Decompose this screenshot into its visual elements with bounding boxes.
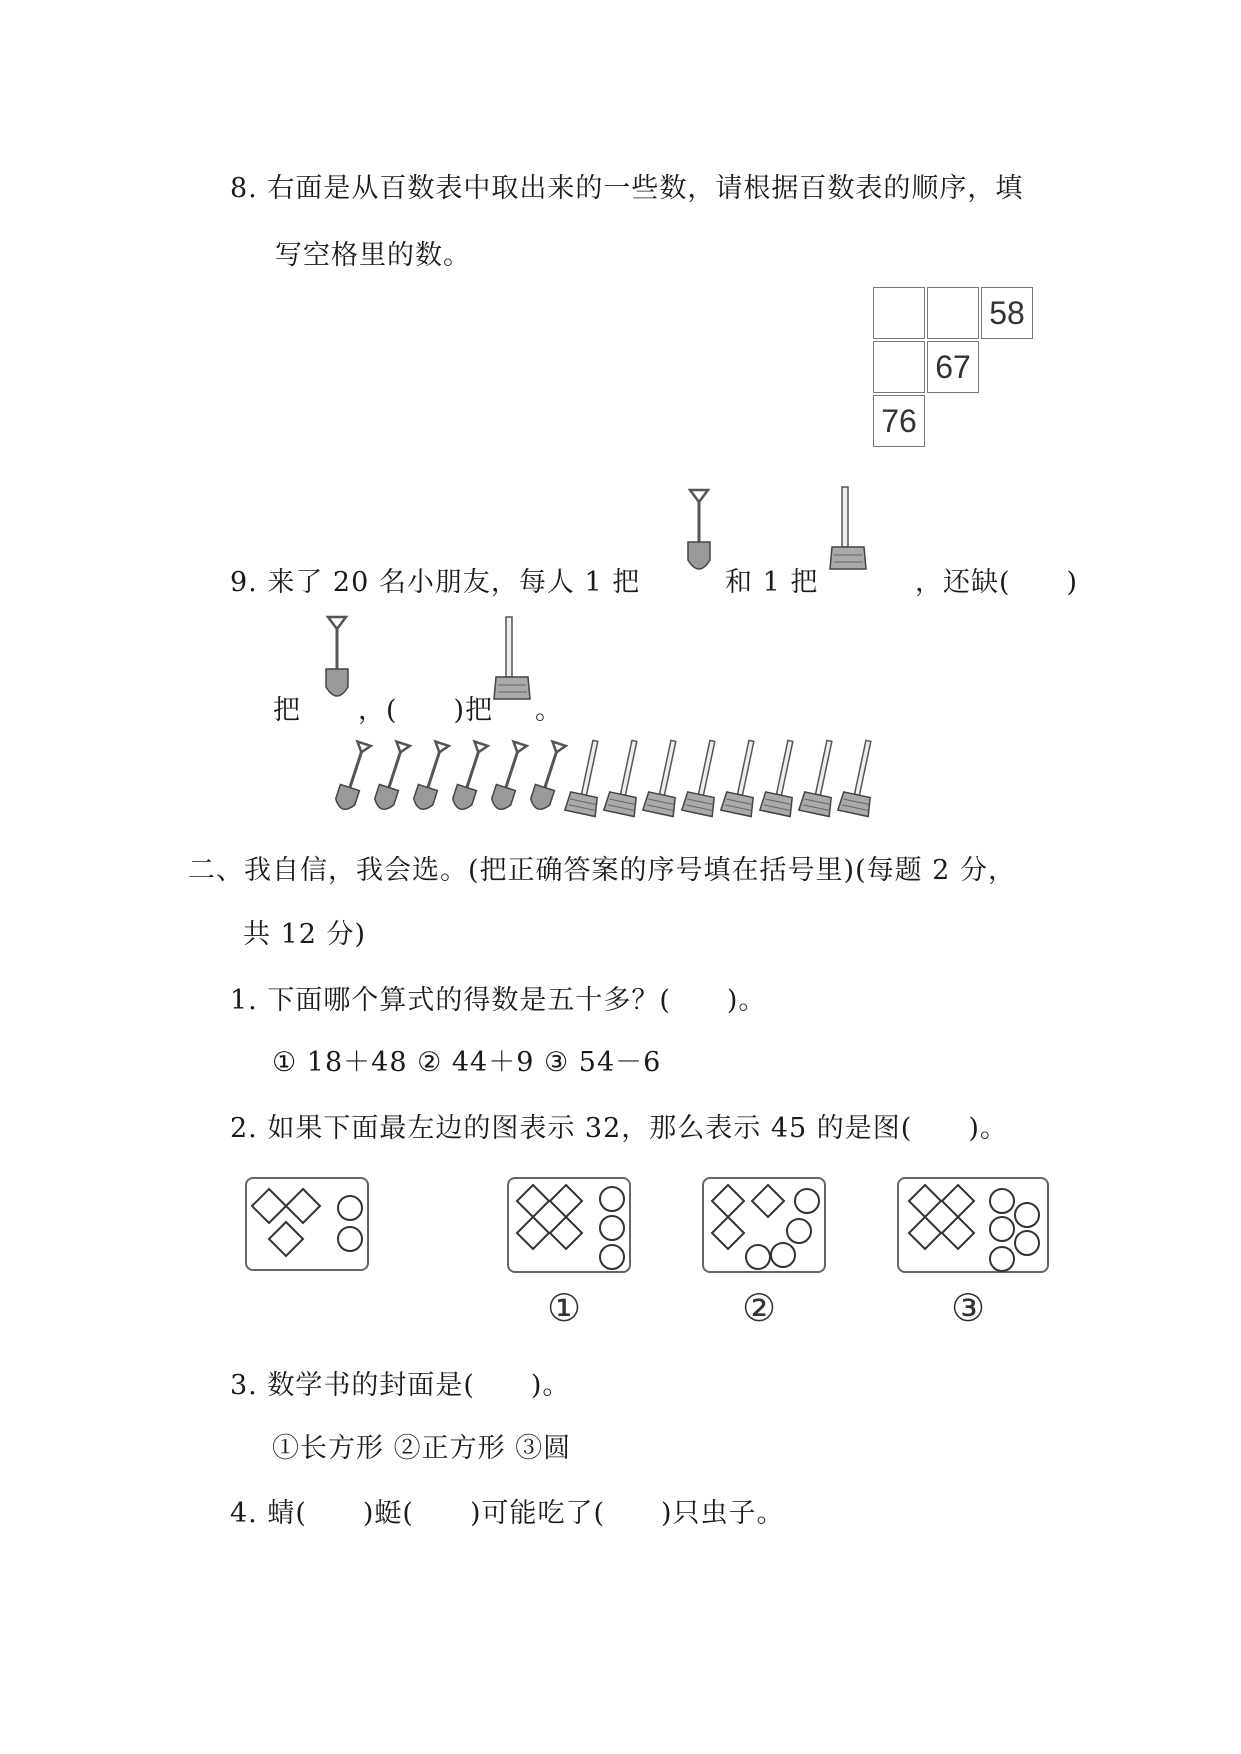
number-cell: 76	[873, 395, 925, 447]
broom-icon	[764, 738, 800, 818]
q8-line1: 8. 右面是从百数表中取出来的一些数，请根据百数表的顺序，填	[230, 173, 1024, 204]
q8-line2: 写空格里的数。	[275, 240, 471, 271]
q9-line2-end: 。	[535, 695, 563, 726]
shovel-icon	[491, 738, 527, 818]
broom-icon	[647, 738, 683, 818]
q9-and-one: 和 1 把	[725, 567, 819, 598]
q9-lack: ，还缺( )	[915, 567, 1079, 598]
q1-options: ① 18＋48 ② 44＋9 ③ 54－6	[272, 1047, 662, 1078]
blank-cell[interactable]	[873, 287, 925, 339]
q3-text: 3. 数学书的封面是( )。	[230, 1370, 571, 1401]
option-label-1[interactable]: ①	[547, 1286, 582, 1330]
number-cell: 67	[927, 341, 979, 393]
broom-icon	[725, 738, 761, 818]
number-cell: 58	[981, 287, 1033, 339]
section-heading-cont: 共 12 分)	[243, 919, 367, 950]
q9-line2-b: ，( )把	[358, 695, 494, 726]
q1-text: 1. 下面哪个算式的得数是五十多？( )。	[230, 985, 767, 1016]
option-figure-1[interactable]	[507, 1177, 631, 1273]
blank-cell[interactable]	[927, 287, 979, 339]
tools-row	[335, 738, 905, 818]
broom-icon	[569, 738, 605, 818]
broom-icon	[608, 738, 644, 818]
option-label-2[interactable]: ②	[742, 1286, 777, 1330]
broom-icon	[803, 738, 839, 818]
q3-options: ①长方形 ②正方形 ③圆	[272, 1433, 572, 1464]
shovel-icon	[682, 488, 716, 578]
shovel-icon	[335, 738, 371, 818]
shovel-icon	[413, 738, 449, 818]
shovel-icon	[452, 738, 488, 818]
shovel-icon	[320, 615, 354, 705]
option-figure-2[interactable]	[702, 1177, 826, 1273]
broom-icon	[828, 485, 868, 573]
broom-icon	[492, 615, 532, 703]
shovel-icon	[530, 738, 566, 818]
q4-text: 4. 蜻( )蜓( )可能吃了( )只虫子。	[230, 1498, 785, 1529]
hundred-chart-fragment	[873, 287, 1035, 451]
reference-figure	[245, 1177, 369, 1271]
q2-text: 2. 如果下面最左边的图表示 32，那么表示 45 的是图( )。	[230, 1113, 1008, 1144]
option-label-3[interactable]: ③	[951, 1286, 986, 1330]
section-heading: 二、我自信，我会选。(把正确答案的序号填在括号里)(每题 2 分，	[188, 855, 1016, 886]
q9-line2-a: 把	[273, 695, 301, 726]
broom-icon	[842, 738, 878, 818]
shovel-icon	[374, 738, 410, 818]
blank-cell[interactable]	[873, 341, 925, 393]
option-figure-3[interactable]	[897, 1177, 1049, 1273]
q9-prefix: 9. 来了 20 名小朋友，每人 1 把	[230, 567, 641, 598]
broom-icon	[686, 738, 722, 818]
